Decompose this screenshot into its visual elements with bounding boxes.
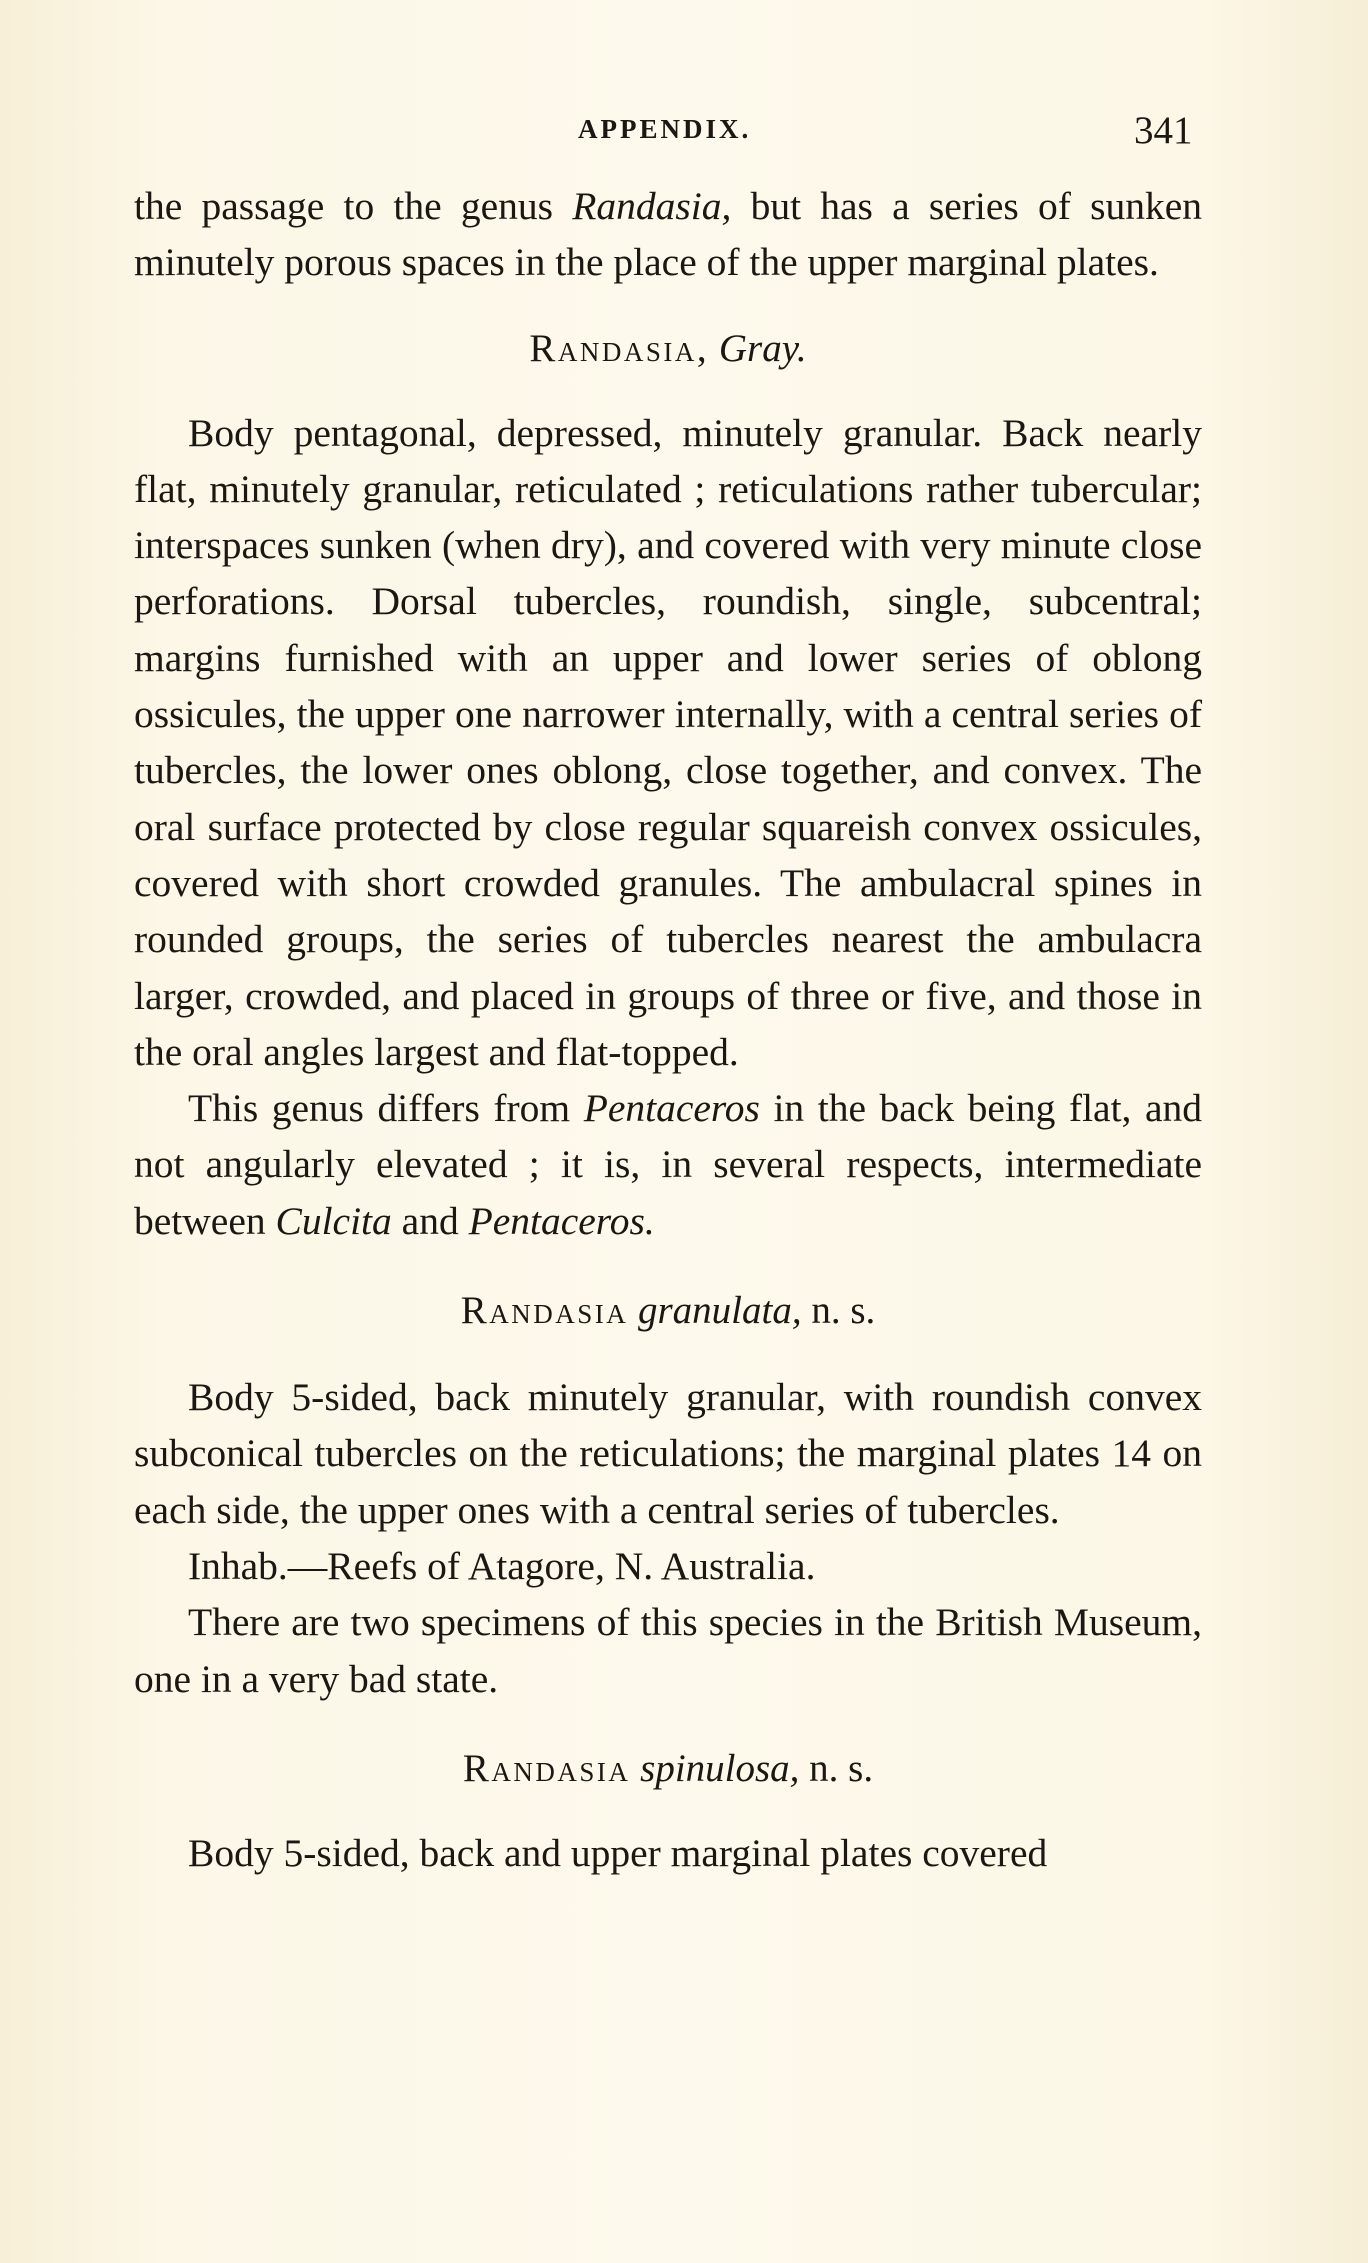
paragraph-granulata-habitat: Inhab.—Reefs of Atagore, N. Australia. [188,1543,816,1588]
genus-heading [134,321,1202,377]
text-run: and [391,1198,469,1243]
genus-name-italic: Culcita [275,1198,392,1243]
page-number: 341 [1134,109,1193,152]
page-body [134,178,1202,1881]
genus-heading-author: Gray. [718,326,807,370]
paragraph-continuation [134,178,1202,291]
species-heading-genus: Randasia [462,1746,631,1790]
species-heading-spinulosa [134,1741,1202,1797]
genus-name-italic: Pentaceros [583,1086,760,1131]
genus-heading-name: Randasia, [529,326,710,370]
paragraph-spinulosa-description: Body 5-sided, back and upper marginal plates covered [188,1830,1048,1875]
species-heading-genus: Randasia [460,1289,629,1333]
paragraph-genus-comparison [134,1080,1202,1249]
text-run: in the back being flat, and not angularly elevated ; it is, in several respects, intermediate between [134,1086,1202,1243]
species-heading-species: granulata, [637,1289,802,1333]
text-run: This genus differs from [188,1086,584,1131]
running-head-title: APPENDIX. [578,114,752,144]
paragraph-genus-description: Body pentagonal, depressed, minutely granular. Back nearly flat, minutely granular, reticulated ; reticulations rather tubercular; interspaces sunken (when dry), and covered with very minute close perforations. Dorsal tubercles, roundish, single, subcentral; margins furnished with an upper and lower series of oblong ossicules, the upper one narrower internally, with a central series of tubercles, the lower ones oblong, close together, and convex. The oral surface protected by close regular squareish convex ossicules, covered with short crowded granules. The ambulacral spines in rounded groups, the series of tubercles nearest the ambulacra larger, crowded, and placed in groups of three or five, and those in the oral angles largest and flat-topped. [134,410,1202,1074]
species-heading-suffix: n. s. [809,1746,874,1790]
paragraph-granulata-description: Body 5-sided, back minutely granular, with roundish convex subconical tubercles on the reticulations; the marginal plates 14 on each side, the upper ones with a central series of tubercles. [134,1375,1202,1532]
genus-name-italic: Pentaceros. [468,1198,655,1243]
species-heading-granulata [134,1283,1202,1339]
paragraph-granulata-specimens: There are two specimens of this species in the British Museum, one in a very bad state. [134,1600,1202,1701]
running-head [0,108,1368,158]
text-run: but has a series of sunken minutely porous spaces in the place of the upper marginal plates. [134,184,1203,285]
species-heading-suffix: n. s. [811,1289,876,1333]
genus-name-italic: Randasia, [572,184,732,228]
species-heading-species: spinulosa, [640,1746,800,1790]
text-run: the passage to the genus [134,184,573,228]
